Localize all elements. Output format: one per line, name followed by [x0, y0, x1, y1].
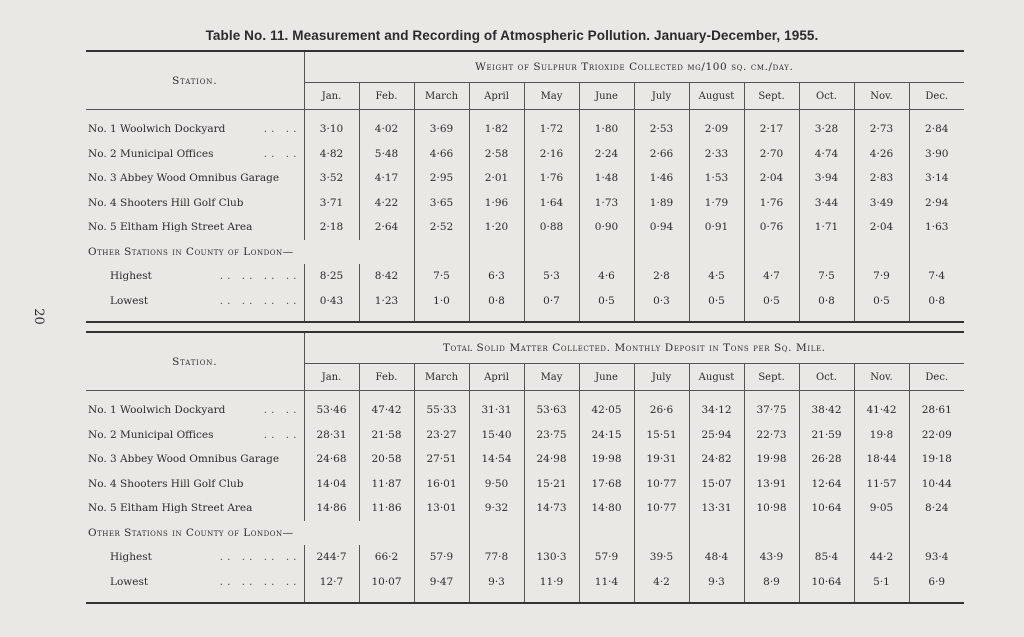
- cell-value: 244·7: [304, 545, 359, 570]
- month-header: May: [524, 364, 579, 391]
- table-row: [86, 289, 964, 314]
- cell-value: 7·9: [854, 264, 909, 289]
- leader-dots: .. .. .. ..: [219, 270, 301, 283]
- table-row: [86, 117, 964, 142]
- table-row: [86, 545, 964, 570]
- cell-value: 1·73: [579, 191, 634, 216]
- station-name: Highest: [110, 551, 152, 564]
- cell-value: 1·0: [414, 289, 469, 314]
- month-header: March: [414, 364, 469, 391]
- cell-value: 19·98: [579, 447, 634, 472]
- cell-value: 3·49: [854, 191, 909, 216]
- cell-value: 24·15: [579, 423, 634, 448]
- cell-value: 2·52: [414, 215, 469, 240]
- cell-value: 55·33: [414, 398, 469, 423]
- cell-value: 5·48: [359, 142, 414, 167]
- cell-value: 130·3: [524, 545, 579, 570]
- cell-value: 0·5: [854, 289, 909, 314]
- cell-value: 93·4: [925, 551, 949, 564]
- cell-value: 13·01: [414, 496, 469, 521]
- cell-value: 3·10: [304, 117, 359, 142]
- cell-value: 13·31: [689, 496, 744, 521]
- cell-value: 4·82: [304, 142, 359, 167]
- leader-dots: .. .. .. ..: [219, 551, 301, 564]
- table-row: [86, 423, 964, 448]
- cell-value: 0·7: [524, 289, 579, 314]
- cell-value: 48·4: [689, 545, 744, 570]
- station-column-header: Station.: [86, 333, 304, 391]
- cell-value: 10·64: [799, 496, 854, 521]
- month-header: April: [469, 364, 524, 391]
- other-stations-label: Other Stations in County of London—: [88, 526, 294, 539]
- station-name: Highest: [110, 270, 152, 283]
- leader-dots: .. ..: [263, 147, 301, 160]
- cell-value: 0·88: [524, 215, 579, 240]
- table-row: [86, 191, 964, 216]
- cell-value: 1·76: [744, 191, 799, 216]
- month-header: Nov.: [854, 83, 909, 110]
- cell-value: 5·1: [854, 570, 909, 595]
- station-name: No. 2 Municipal Offices: [88, 428, 214, 441]
- cell-value: 0·43: [304, 289, 359, 314]
- cell-value: 11·86: [359, 496, 414, 521]
- cell-value: 1·63: [925, 221, 949, 234]
- cell-value: 42·05: [579, 398, 634, 423]
- cell-value: 8·9: [744, 570, 799, 595]
- cell-value: 2·09: [689, 117, 744, 142]
- cell-value: 8·42: [359, 264, 414, 289]
- cell-value: 6·3: [469, 264, 524, 289]
- cell-value: 4·74: [799, 142, 854, 167]
- station-name: No. 5 Eltham High Street Area: [88, 221, 253, 234]
- cell-value: 1·23: [359, 289, 414, 314]
- month-header: August: [689, 83, 744, 110]
- cell-value: 0·5: [744, 289, 799, 314]
- cell-value: 2·04: [854, 215, 909, 240]
- cell-value: 0·5: [689, 289, 744, 314]
- cell-value: 9·3: [469, 570, 524, 595]
- cell-value: 3·65: [414, 191, 469, 216]
- month-header: March: [414, 83, 469, 110]
- cell-value: 9·47: [414, 570, 469, 595]
- table-row: [86, 166, 964, 191]
- station-name: Lowest: [110, 294, 149, 307]
- cell-value: 2·94: [925, 196, 949, 209]
- cell-value: 0·90: [579, 215, 634, 240]
- cell-value: 0·8: [799, 289, 854, 314]
- cell-value: 0·91: [689, 215, 744, 240]
- cell-value: 2·58: [469, 142, 524, 167]
- cell-value: 15·21: [524, 472, 579, 497]
- cell-value: 26·28: [799, 447, 854, 472]
- table-row: [86, 496, 964, 521]
- measurement-group-header: Total Solid Matter Collected. Monthly Deposit in Tons per Sq. Mile.: [442, 342, 826, 354]
- cell-value: 2·84: [925, 123, 949, 136]
- month-header: June: [579, 364, 634, 391]
- cell-value: 2·18: [304, 215, 359, 240]
- month-header: June: [579, 83, 634, 110]
- month-header: Jan.: [304, 364, 359, 391]
- cell-value: 4·6: [579, 264, 634, 289]
- cell-value: 23·75: [524, 423, 579, 448]
- cell-value: 11·4: [579, 570, 634, 595]
- cell-value: 15·51: [634, 423, 689, 448]
- month-header: Oct.: [799, 364, 854, 391]
- cell-value: 1·80: [579, 117, 634, 142]
- cell-value: 14·80: [579, 496, 634, 521]
- cell-value: 85·4: [799, 545, 854, 570]
- cell-value: 4·66: [414, 142, 469, 167]
- cell-value: 17·68: [579, 472, 634, 497]
- leader-dots: .. ..: [263, 404, 301, 417]
- cell-value: 2·95: [414, 166, 469, 191]
- cell-value: 4·17: [359, 166, 414, 191]
- cell-value: 19·31: [634, 447, 689, 472]
- cell-value: 10·07: [359, 570, 414, 595]
- month-header: Oct.: [799, 83, 854, 110]
- cell-value: 24·82: [689, 447, 744, 472]
- cell-value: 6·9: [928, 575, 946, 588]
- cell-value: 2·01: [469, 166, 524, 191]
- cell-value: 24·98: [524, 447, 579, 472]
- cell-value: 19·18: [921, 453, 952, 466]
- cell-value: 37·75: [744, 398, 799, 423]
- cell-value: 1·96: [469, 191, 524, 216]
- cell-value: 2·04: [744, 166, 799, 191]
- cell-value: 10·77: [634, 472, 689, 497]
- cell-value: 1·82: [469, 117, 524, 142]
- cell-value: 1·48: [579, 166, 634, 191]
- cell-value: 9·05: [854, 496, 909, 521]
- page-title: Table No. 11. Measurement and Recording of Atmospheric Pollution. January-December, 1955.: [205, 28, 819, 43]
- cell-value: 11·57: [854, 472, 909, 497]
- cell-value: 4·2: [634, 570, 689, 595]
- cell-value: 9·3: [689, 570, 744, 595]
- month-header: Sept.: [744, 364, 799, 391]
- month-header: July: [634, 364, 689, 391]
- station-name: No. 5 Eltham High Street Area: [88, 502, 253, 515]
- cell-value: 12·7: [304, 570, 359, 595]
- cell-value: 23·27: [414, 423, 469, 448]
- cell-value: 7·5: [414, 264, 469, 289]
- cell-value: 22·73: [744, 423, 799, 448]
- station-name: No. 4 Shooters Hill Golf Club: [88, 196, 244, 209]
- cell-value: 2·70: [744, 142, 799, 167]
- leader-dots: .. .. .. ..: [219, 294, 301, 307]
- cell-value: 2·33: [689, 142, 744, 167]
- cell-value: 47·42: [359, 398, 414, 423]
- cell-value: 44·2: [854, 545, 909, 570]
- table-row: [86, 570, 964, 595]
- cell-value: 5·3: [524, 264, 579, 289]
- cell-value: 8·25: [304, 264, 359, 289]
- cell-value: 66·2: [359, 545, 414, 570]
- cell-value: 14·04: [304, 472, 359, 497]
- cell-value: 3·44: [799, 191, 854, 216]
- leader-dots: .. ..: [263, 123, 301, 136]
- cell-value: 2·83: [854, 166, 909, 191]
- table-row: [86, 398, 964, 423]
- cell-value: 3·71: [304, 191, 359, 216]
- cell-value: 10·44: [921, 477, 952, 490]
- cell-value: 1·53: [689, 166, 744, 191]
- cell-value: 4·7: [744, 264, 799, 289]
- cell-value: 28·61: [921, 404, 952, 417]
- cell-value: 1·46: [634, 166, 689, 191]
- cell-value: 1·89: [634, 191, 689, 216]
- cell-value: 57·9: [414, 545, 469, 570]
- cell-value: 16·01: [414, 472, 469, 497]
- cell-value: 15·07: [689, 472, 744, 497]
- cell-value: 2·53: [634, 117, 689, 142]
- cell-value: 4·5: [689, 264, 744, 289]
- month-header: May: [524, 83, 579, 110]
- cell-value: 12·64: [799, 472, 854, 497]
- cell-value: 19·98: [744, 447, 799, 472]
- month-header: Feb.: [359, 364, 414, 391]
- cell-value: 2·17: [744, 117, 799, 142]
- cell-value: 3·90: [925, 147, 949, 160]
- leader-dots: .. ..: [263, 428, 301, 441]
- month-header: Nov.: [854, 364, 909, 391]
- cell-value: 15·40: [469, 423, 524, 448]
- cell-value: 2·8: [634, 264, 689, 289]
- month-header: July: [634, 83, 689, 110]
- solid-matter-table: [86, 331, 964, 604]
- month-header: Jan.: [304, 83, 359, 110]
- sulphur-trioxide-table: [86, 50, 964, 323]
- cell-value: 0·8: [928, 294, 946, 307]
- month-header: Sept.: [744, 83, 799, 110]
- cell-value: 2·64: [359, 215, 414, 240]
- cell-value: 38·42: [799, 398, 854, 423]
- cell-value: 4·22: [359, 191, 414, 216]
- table-row: [86, 447, 964, 472]
- cell-value: 0·94: [634, 215, 689, 240]
- cell-value: 21·58: [359, 423, 414, 448]
- cell-value: 26·6: [634, 398, 689, 423]
- month-header: April: [469, 83, 524, 110]
- cell-value: 53·63: [524, 398, 579, 423]
- station-column-header: Station.: [86, 52, 304, 110]
- cell-value: 19·8: [854, 423, 909, 448]
- month-header: Feb.: [359, 83, 414, 110]
- cell-value: 13·91: [744, 472, 799, 497]
- station-name: No. 2 Municipal Offices: [88, 147, 214, 160]
- cell-value: 21·59: [799, 423, 854, 448]
- cell-value: 10·98: [744, 496, 799, 521]
- cell-value: 3·69: [414, 117, 469, 142]
- cell-value: 4·26: [854, 142, 909, 167]
- cell-value: 18·44: [854, 447, 909, 472]
- cell-value: 3·28: [799, 117, 854, 142]
- cell-value: 20·58: [359, 447, 414, 472]
- cell-value: 2·24: [579, 142, 634, 167]
- cell-value: 4·02: [359, 117, 414, 142]
- cell-value: 0·76: [744, 215, 799, 240]
- cell-value: 3·52: [304, 166, 359, 191]
- station-name: No. 3 Abbey Wood Omnibus Garage: [88, 172, 280, 185]
- cell-value: 1·76: [524, 166, 579, 191]
- table-row: [86, 215, 964, 240]
- cell-value: 1·64: [524, 191, 579, 216]
- table-row: [86, 472, 964, 497]
- page-number: 20: [30, 308, 46, 325]
- table-row: [86, 264, 964, 289]
- cell-value: 1·71: [799, 215, 854, 240]
- table-row: [86, 142, 964, 167]
- leader-dots: .. .. .. ..: [219, 575, 301, 588]
- station-name: No. 1 Woolwich Dockyard: [88, 404, 226, 417]
- cell-value: 8·24: [925, 502, 949, 515]
- cell-value: 0·8: [469, 289, 524, 314]
- cell-value: 3·14: [925, 172, 949, 185]
- cell-value: 3·94: [799, 166, 854, 191]
- cell-value: 22·09: [921, 428, 952, 441]
- cell-value: 28·31: [304, 423, 359, 448]
- cell-value: 41·42: [854, 398, 909, 423]
- cell-value: 1·79: [689, 191, 744, 216]
- station-name: No. 4 Shooters Hill Golf Club: [88, 477, 244, 490]
- cell-value: 0·5: [579, 289, 634, 314]
- cell-value: 1·72: [524, 117, 579, 142]
- station-name: No. 3 Abbey Wood Omnibus Garage: [88, 453, 280, 466]
- cell-value: 57·9: [579, 545, 634, 570]
- cell-value: 2·16: [524, 142, 579, 167]
- cell-value: 34·12: [689, 398, 744, 423]
- cell-value: 7·5: [799, 264, 854, 289]
- cell-value: 10·64: [799, 570, 854, 595]
- cell-value: 14·54: [469, 447, 524, 472]
- cell-value: 14·73: [524, 496, 579, 521]
- cell-value: 31·31: [469, 398, 524, 423]
- cell-value: 27·51: [414, 447, 469, 472]
- cell-value: 25·94: [689, 423, 744, 448]
- cell-value: 9·50: [469, 472, 524, 497]
- month-header: Dec.: [909, 83, 964, 110]
- cell-value: 43·9: [744, 545, 799, 570]
- cell-value: 2·66: [634, 142, 689, 167]
- cell-value: 24·68: [304, 447, 359, 472]
- cell-value: 14·86: [304, 496, 359, 521]
- station-name: No. 1 Woolwich Dockyard: [88, 123, 226, 136]
- other-stations-label: Other Stations in County of London—: [88, 245, 294, 258]
- month-header: August: [689, 364, 744, 391]
- cell-value: 0·3: [634, 289, 689, 314]
- cell-value: 1·20: [469, 215, 524, 240]
- cell-value: 11·9: [524, 570, 579, 595]
- cell-value: 11·87: [359, 472, 414, 497]
- station-name: Lowest: [110, 575, 149, 588]
- measurement-group-header: Weight of Sulphur Trioxide Collected mg/100 sq. cm./day.: [475, 61, 794, 73]
- cell-value: 53·46: [304, 398, 359, 423]
- cell-value: 77·8: [469, 545, 524, 570]
- cell-value: 7·4: [928, 270, 946, 283]
- cell-value: 39·5: [634, 545, 689, 570]
- cell-value: 9·32: [469, 496, 524, 521]
- month-header: Dec.: [909, 364, 964, 391]
- cell-value: 2·73: [854, 117, 909, 142]
- cell-value: 10·77: [634, 496, 689, 521]
